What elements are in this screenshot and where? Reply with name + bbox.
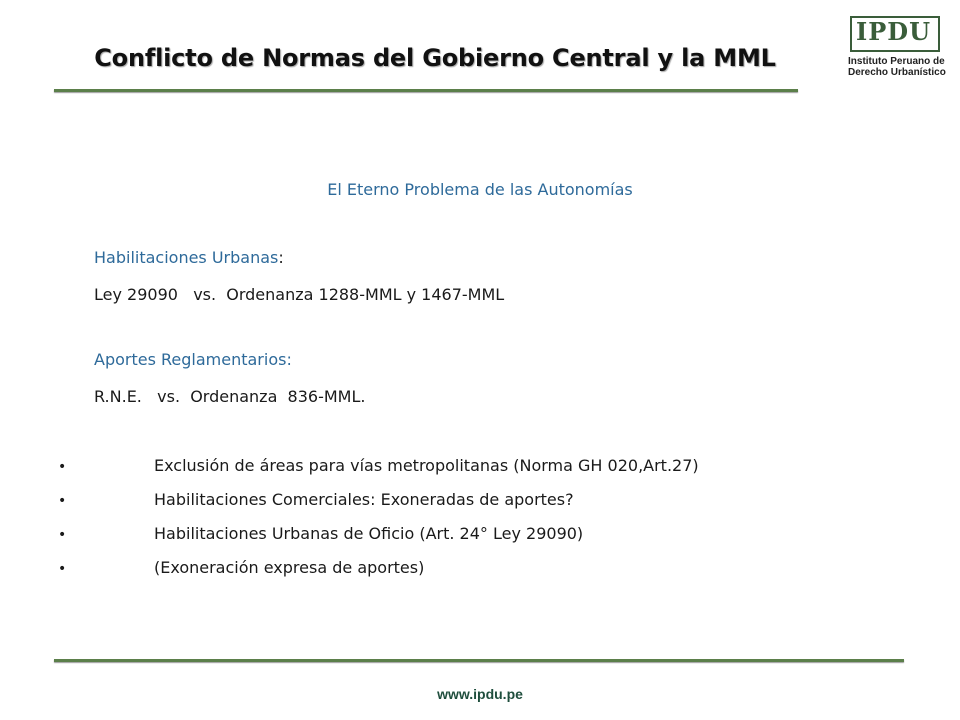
bullet-icon: • — [58, 459, 67, 475]
bullet-item: Exclusión de áreas para vías metropolitanas (Norma GH 020,Art.27) — [154, 456, 699, 475]
bullet-item: Habilitaciones Urbanas de Oficio (Art. 24° Ley 29090) — [154, 524, 584, 543]
section2-text: R.N.E. vs. Ordenanza 836-MML. — [94, 387, 366, 406]
logo-subtitle-line2: Derecho Urbanístico — [848, 67, 946, 78]
logo-subtitle-line1: Instituto Peruano de — [848, 56, 945, 67]
footer-url[interactable]: www.ipdu.pe — [437, 686, 523, 702]
section1-text: Ley 29090 vs. Ordenanza 1288-MML y 1467-MML — [94, 285, 505, 304]
ipdu-logo — [848, 14, 944, 80]
slide-subtitle: El Eterno Problema de las Autonomías — [327, 180, 633, 199]
title-underline — [54, 89, 798, 92]
bullet-item: Habilitaciones Comerciales: Exoneradas de aportes? — [154, 490, 574, 509]
section1-heading-colon: : — [278, 248, 284, 267]
bullet-item: (Exoneración expresa de aportes) — [154, 558, 425, 577]
section1-heading — [94, 248, 284, 267]
section2-heading: Aportes Reglamentarios: — [94, 350, 292, 369]
bullet-icon: • — [58, 561, 67, 577]
logo-wordmark: IPDU — [856, 17, 932, 46]
logo-subtitle — [848, 56, 948, 78]
bullet-icon: • — [58, 527, 67, 543]
bullet-icon: • — [58, 493, 67, 509]
footer-divider — [54, 659, 904, 662]
section1-heading-text: Habilitaciones Urbanas — [94, 248, 279, 267]
slide-title: Conflicto de Normas del Gobierno Central y la MML — [94, 44, 776, 72]
